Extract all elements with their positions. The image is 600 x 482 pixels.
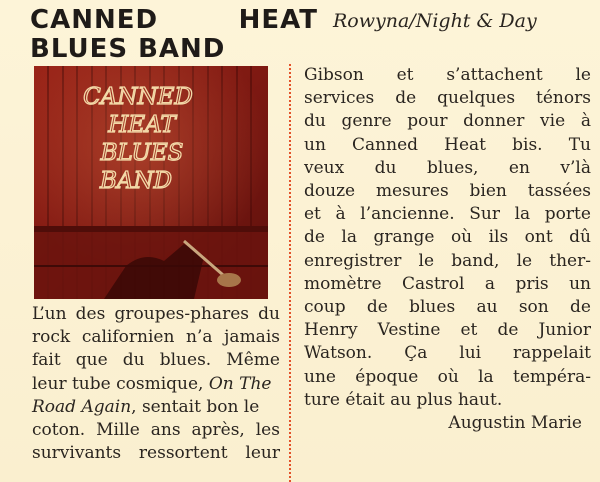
text-line bbox=[32, 326, 280, 349]
neon-line-2: HEAT bbox=[108, 112, 176, 138]
word: L’un bbox=[32, 304, 67, 324]
text-line bbox=[304, 366, 591, 389]
word: Vestine bbox=[377, 320, 441, 341]
word: donner bbox=[463, 111, 525, 132]
word: Tu bbox=[568, 134, 591, 155]
word: ans bbox=[150, 420, 181, 441]
word: son bbox=[518, 297, 549, 318]
word: le bbox=[418, 250, 435, 271]
word: le bbox=[575, 65, 591, 85]
word: services bbox=[304, 88, 375, 109]
word: la bbox=[514, 204, 531, 225]
word: et bbox=[460, 320, 478, 341]
text-line bbox=[304, 203, 591, 226]
artist-word-heat: HEAT bbox=[238, 5, 318, 35]
word: Heat bbox=[444, 134, 486, 155]
word: un bbox=[304, 134, 326, 155]
word: ils bbox=[488, 227, 509, 248]
word: Henry bbox=[304, 320, 358, 341]
word: de bbox=[570, 297, 591, 318]
text-line bbox=[304, 250, 591, 273]
word: Castrol bbox=[401, 273, 465, 294]
word: le bbox=[516, 250, 533, 271]
text-fragment: , sentait bon le bbox=[131, 396, 260, 417]
word: à bbox=[335, 204, 346, 225]
word: leur bbox=[245, 443, 280, 464]
word: blues bbox=[409, 297, 456, 318]
word: de bbox=[304, 227, 325, 248]
word: vie bbox=[540, 111, 566, 132]
word: Canned bbox=[352, 134, 419, 155]
word: porte bbox=[544, 204, 591, 225]
text-line bbox=[304, 64, 591, 87]
word: Junior bbox=[538, 320, 591, 341]
word: du bbox=[122, 350, 145, 371]
author-signature: Augustin Marie bbox=[448, 413, 582, 434]
neon-line-3: BLUES bbox=[100, 140, 184, 166]
word: Même bbox=[226, 350, 280, 371]
word: tempéra- bbox=[513, 366, 591, 387]
word: bis. bbox=[512, 134, 543, 155]
word: au bbox=[476, 297, 498, 318]
word: du bbox=[374, 157, 397, 178]
word: band, bbox=[451, 250, 500, 271]
word: après, bbox=[191, 420, 245, 441]
text-line bbox=[304, 180, 591, 203]
word: mesures bbox=[375, 181, 449, 202]
text-line bbox=[304, 134, 591, 157]
word: coup bbox=[304, 297, 346, 318]
word: ténors bbox=[536, 88, 591, 109]
word: époque bbox=[355, 366, 419, 387]
word: que bbox=[75, 350, 108, 371]
word: genre bbox=[341, 111, 392, 132]
word: n’a bbox=[186, 327, 213, 348]
word: s’attachent bbox=[446, 65, 543, 85]
text-line bbox=[32, 373, 280, 396]
word: coton. bbox=[32, 420, 86, 441]
song-title-fragment: On The bbox=[208, 373, 272, 394]
review-text-right-column bbox=[304, 64, 591, 435]
text-line bbox=[304, 296, 591, 319]
text-line bbox=[304, 87, 591, 110]
word: l’ancienne. bbox=[360, 204, 455, 225]
word: grange bbox=[373, 227, 435, 248]
artist-word-canned: CANNED bbox=[30, 5, 159, 35]
word: fait bbox=[32, 350, 61, 371]
word: ressortent bbox=[138, 443, 228, 464]
text-line bbox=[304, 110, 591, 133]
record-label: Rowyna/Night & Day bbox=[333, 10, 537, 32]
word: rappelait bbox=[513, 343, 591, 364]
text-line bbox=[32, 442, 280, 465]
text-line bbox=[304, 157, 591, 180]
word: Mille bbox=[96, 420, 140, 441]
text-line bbox=[304, 319, 591, 342]
word: quelques bbox=[437, 88, 516, 109]
text-line bbox=[304, 342, 591, 365]
word: dû bbox=[569, 227, 591, 248]
text-line: ture était au plus haut. bbox=[304, 389, 503, 410]
album-cover-art bbox=[34, 66, 268, 299]
word: de bbox=[366, 297, 388, 318]
word: rock bbox=[32, 327, 71, 348]
word: Gibson bbox=[304, 65, 364, 85]
text-line bbox=[304, 226, 591, 249]
word: les bbox=[255, 420, 280, 441]
word: du bbox=[258, 304, 280, 324]
word: douze bbox=[304, 181, 356, 202]
text-line bbox=[304, 273, 591, 296]
neon-line-4: BAND bbox=[99, 168, 173, 194]
word: lui bbox=[459, 343, 482, 364]
word: veux bbox=[304, 157, 345, 178]
word: jamais bbox=[224, 327, 280, 348]
word: v’là bbox=[560, 157, 591, 178]
word: Sur bbox=[469, 204, 500, 225]
word: survivants bbox=[32, 443, 122, 464]
text-fragment: leur tube cosmique, bbox=[32, 373, 209, 394]
word: un bbox=[569, 273, 591, 294]
column-divider bbox=[289, 64, 291, 482]
word: ont bbox=[524, 227, 553, 248]
word: une bbox=[304, 366, 336, 387]
text-line bbox=[32, 396, 280, 419]
song-title-fragment: Road Again bbox=[32, 396, 132, 417]
word: du bbox=[304, 111, 326, 132]
artist-title-line-2: BLUES BAND bbox=[30, 34, 226, 64]
word: pris bbox=[515, 273, 549, 294]
word: Watson. bbox=[304, 343, 373, 364]
text-line bbox=[32, 303, 280, 326]
word: californien bbox=[81, 327, 175, 348]
text-line bbox=[32, 419, 280, 442]
word: la bbox=[341, 227, 357, 248]
word: enregistrer bbox=[304, 250, 402, 271]
word: et bbox=[304, 204, 321, 225]
text-line bbox=[32, 349, 280, 372]
word: et bbox=[396, 65, 414, 85]
word: où bbox=[450, 227, 473, 248]
album-cover bbox=[34, 66, 268, 299]
word: blues, bbox=[426, 157, 479, 178]
word: des bbox=[75, 304, 106, 324]
word: en bbox=[508, 157, 530, 178]
neon-line-1: CANNED bbox=[83, 84, 193, 110]
word: tassées bbox=[527, 181, 591, 202]
artist-title bbox=[30, 6, 318, 64]
word: de bbox=[395, 88, 417, 109]
word: où bbox=[437, 366, 459, 387]
word: la bbox=[478, 366, 494, 387]
word: ther- bbox=[549, 250, 591, 271]
word: groupes-phares bbox=[114, 304, 249, 324]
word: bien bbox=[469, 181, 507, 202]
review-text-left-column bbox=[32, 303, 280, 465]
word: a bbox=[484, 273, 496, 294]
word: pour bbox=[407, 111, 448, 132]
word: à bbox=[580, 111, 591, 132]
word: Ça bbox=[404, 343, 428, 364]
word: blues. bbox=[159, 350, 212, 371]
artist-title-line-1 bbox=[30, 6, 318, 35]
word: de bbox=[497, 320, 519, 341]
word: momètre bbox=[304, 273, 382, 294]
